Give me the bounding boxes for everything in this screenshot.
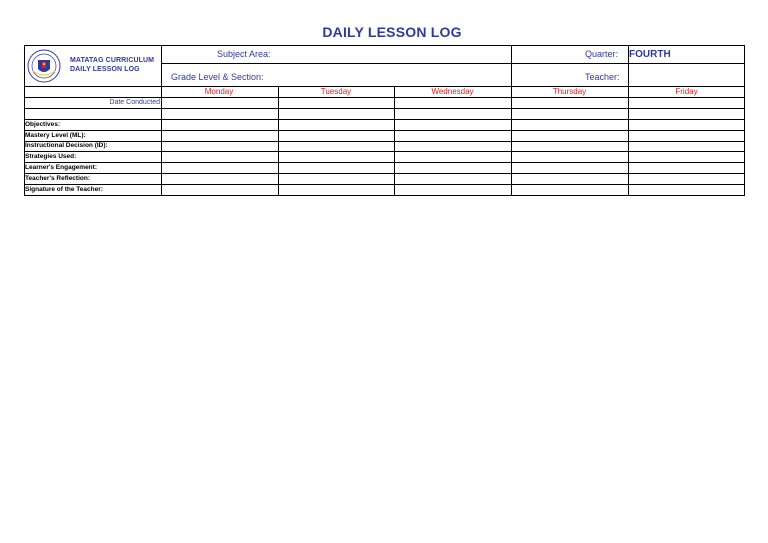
day-header-friday: Friday xyxy=(675,87,698,96)
org-title xyxy=(70,56,154,74)
grid-line xyxy=(394,86,395,196)
day-header-wednesday: Wednesday xyxy=(431,87,474,96)
teacher-label: Teacher: xyxy=(585,72,620,82)
grid-line xyxy=(161,63,745,64)
grid-line xyxy=(24,97,745,98)
row-label-signature: Signature of the Teacher: xyxy=(25,186,103,193)
day-header-monday: Monday xyxy=(204,87,234,96)
grid-line xyxy=(628,45,629,196)
grid-line xyxy=(24,141,745,142)
grid-line xyxy=(24,184,745,185)
grade-section-field[interactable] xyxy=(278,64,510,86)
grid-line xyxy=(24,173,745,174)
lesson-log-table xyxy=(24,45,745,196)
grid-line xyxy=(24,162,745,163)
day-header-tuesday: Tuesday xyxy=(320,87,352,96)
grade-section-label: Grade Level & Section: xyxy=(171,72,264,82)
subject-area-label: Subject Area: xyxy=(217,49,271,59)
teacher-field[interactable] xyxy=(628,64,744,86)
grid-line xyxy=(24,108,745,109)
org-line-2: DAILY LESSON LOG xyxy=(70,66,140,73)
org-line-1: MATATAG CURRICULUM xyxy=(70,57,155,64)
quarter-label: Quarter: xyxy=(585,49,619,59)
grid-line xyxy=(161,45,162,196)
grid-line xyxy=(24,130,745,131)
document-title: DAILY LESSON LOG xyxy=(322,24,462,40)
grid-line xyxy=(24,119,745,120)
row-label-strategies: Strategies Used: xyxy=(25,153,77,160)
grid-line xyxy=(511,45,512,196)
row-label-instructional-decision: Instructional Decision (ID): xyxy=(25,142,108,149)
grid-line xyxy=(24,86,745,87)
row-label-learner-engagement: Learner's Engagement: xyxy=(25,164,97,171)
deped-seal-icon xyxy=(27,49,61,83)
row-label-objectives: Objectives: xyxy=(25,121,61,128)
day-header-thursday: Thursday xyxy=(552,87,587,96)
grid-line xyxy=(24,151,745,152)
subject-area-field[interactable] xyxy=(278,46,510,64)
row-label-mastery-level: Mastery Level (ML): xyxy=(25,132,86,139)
grid-line xyxy=(278,86,279,196)
quarter-value: FOURTH xyxy=(629,49,671,60)
date-conducted-label: Date Conducted xyxy=(109,99,160,106)
row-label-teacher-reflection: Teacher's Reflection: xyxy=(25,175,90,182)
